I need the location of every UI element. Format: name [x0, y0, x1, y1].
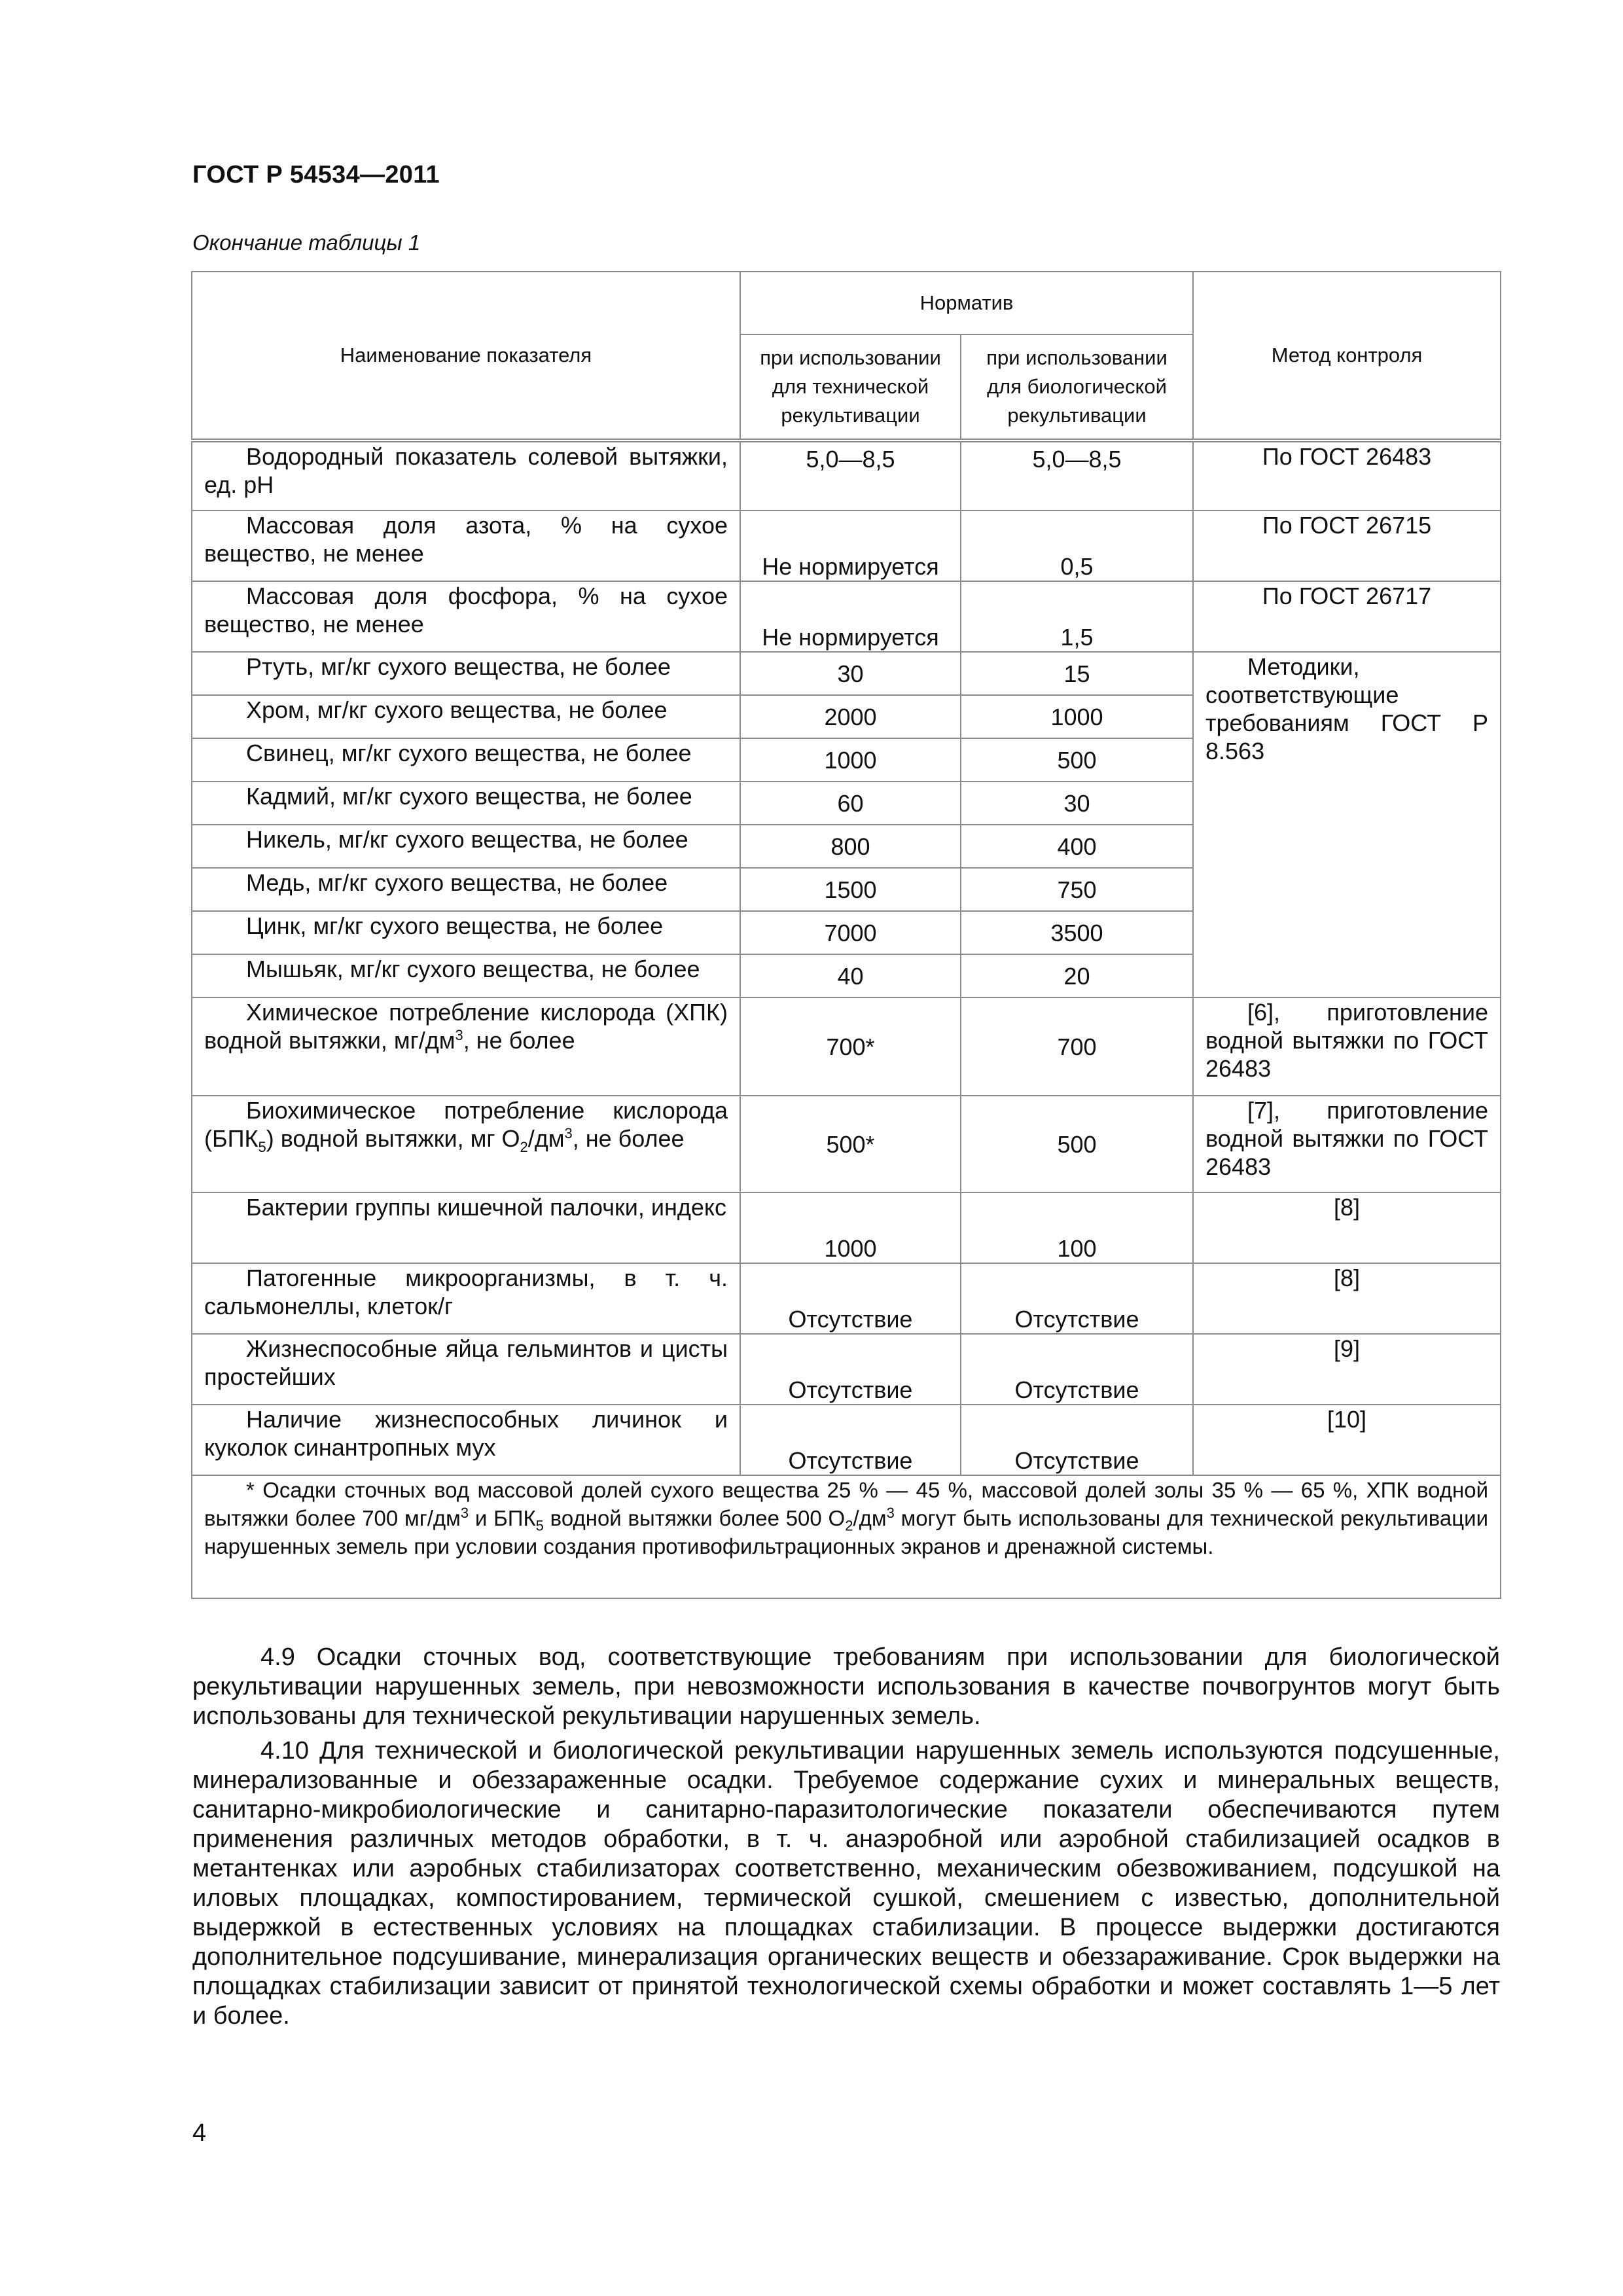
superscript: 3 — [564, 1125, 573, 1141]
table-row — [192, 1334, 1501, 1405]
table-footnote — [192, 1475, 1501, 1598]
row-bio: 500 — [961, 738, 1193, 781]
row-tech: Не нормируется — [740, 581, 961, 652]
row-name-part: Биохимическое потребление кислорода (БПК — [204, 1097, 728, 1152]
row-tech: 60 — [740, 781, 961, 825]
row-name: Массовая доля фосфора, % на сухое вещество, не менее — [192, 581, 740, 652]
row-tech: Не нормируется — [740, 511, 961, 581]
row-bio: 3500 — [961, 911, 1193, 954]
row-tech: Отсутствие — [740, 1405, 961, 1475]
row-method: [10] — [1193, 1405, 1501, 1475]
table-header-row — [192, 272, 1501, 334]
row-tech: 700* — [740, 997, 961, 1096]
table-footnote-row — [192, 1475, 1501, 1598]
page-number: 4 — [192, 2119, 207, 2147]
row-tech: 5,0—8,5 — [740, 440, 961, 511]
table-row — [192, 997, 1501, 1096]
col-header-bio: при использовании для биологической рекультивации — [961, 334, 1193, 440]
row-tech: 40 — [740, 954, 961, 997]
row-tech: Отсутствие — [740, 1263, 961, 1334]
standards-table — [191, 271, 1501, 1599]
row-bio: Отсутствие — [961, 1405, 1193, 1475]
row-name — [192, 1096, 740, 1193]
row-name: Кадмий, мг/кг сухого вещества, не более — [192, 781, 740, 825]
document-header: ГОСТ Р 54534—2011 — [192, 161, 440, 188]
row-method: [8] — [1193, 1193, 1501, 1263]
row-name: Ртуть, мг/кг сухого вещества, не более — [192, 652, 740, 695]
row-name-part: , не более — [463, 1027, 575, 1054]
footnote-part: могут быть использованы для технической рекультивации нарушенных земель при условии создания противофильтрационных экранов и дренажной системы. — [204, 1506, 1489, 1558]
subscript: 5 — [258, 1139, 266, 1156]
table-row — [192, 581, 1501, 652]
col-header-method: Метод контроля — [1193, 272, 1501, 440]
paragraph-4-10: 4.10 Для технической и биологической рекультивации нарушенных земель используются подсушенные, минерализованные и обеззараженные осадки. Требуемое содержание сухих и минеральных веществ, санитарно-микробиологические и санитарно-паразитологические показатели обеспечиваются путем применения различных методов обработки, в т. ч. анаэробной или аэробной стабилизацией осадков в метантенках или аэробных стабилизаторах соответственно, механическим обезвоживанием, подсушкой на иловых площадках, компостированием, термической сушкой, смешением с известью, дополнительной выдержкой в естественных условиях на площадках стабилизации. В процессе выдержки достигаются дополнительное подсушивание, минерализация органических веществ и обеззараживание. Срок выдержки на площадках стабилизации зависит от принятой технологической схемы обработки и может составлять 1—5 лет и более. — [192, 1737, 1500, 2030]
table-row — [192, 440, 1501, 511]
row-method: По ГОСТ 26717 — [1193, 581, 1501, 652]
table-row — [192, 1193, 1501, 1263]
row-tech: 500* — [740, 1096, 961, 1193]
row-bio: 100 — [961, 1193, 1193, 1263]
table-row — [192, 1263, 1501, 1334]
table-row — [192, 1405, 1501, 1475]
row-name: Цинк, мг/кг сухого вещества, не более — [192, 911, 740, 954]
paragraph-4-9: 4.9 Осадки сточных вод, соответствующие требованиям при использовании для биологической рекультивации нарушенных земель, при невозможности использования в качестве почвогрунтов могут быть использованы для технической рекультивации нарушенных земель. — [192, 1643, 1500, 1730]
row-tech: Отсутствие — [740, 1334, 961, 1405]
row-name-part: Химическое потребление кислорода (ХПК) водной вытяжки, мг/дм — [204, 999, 728, 1054]
table-caption: Окончание таблицы 1 — [192, 230, 421, 255]
row-name: Бактерии группы кишечной палочки, индекс — [192, 1193, 740, 1263]
row-method: [7], приготовление водной вытяжки по ГОСТ 26483 — [1193, 1096, 1501, 1193]
row-tech: 7000 — [740, 911, 961, 954]
row-bio: 0,5 — [961, 511, 1193, 581]
row-name: Мышьяк, мг/кг сухого вещества, не более — [192, 954, 740, 997]
row-tech: 1500 — [740, 868, 961, 911]
table-row — [192, 1096, 1501, 1193]
col-header-name: Наименование показателя — [192, 272, 740, 440]
row-name: Никель, мг/кг сухого вещества, не более — [192, 825, 740, 868]
row-method: [6], приготовление водной вытяжки по ГОСТ 26483 — [1193, 997, 1501, 1096]
row-bio: 20 — [961, 954, 1193, 997]
footnote-part: и БПК — [469, 1506, 536, 1530]
row-bio: 500 — [961, 1096, 1193, 1193]
row-tech: 2000 — [740, 695, 961, 738]
row-tech: 800 — [740, 825, 961, 868]
row-bio: 30 — [961, 781, 1193, 825]
col-header-tech: при использовании для технической рекультивации — [740, 334, 961, 440]
row-bio: Отсутствие — [961, 1263, 1193, 1334]
row-name-part: , не более — [572, 1125, 685, 1152]
row-tech: 30 — [740, 652, 961, 695]
col-header-norm: Норматив — [740, 272, 1193, 334]
row-method: По ГОСТ 26715 — [1193, 511, 1501, 581]
row-bio: 5,0—8,5 — [961, 440, 1193, 511]
table-row — [192, 511, 1501, 581]
row-name: Водородный показатель солевой вытяжки, ед. pH — [192, 440, 740, 511]
row-tech: 1000 — [740, 738, 961, 781]
superscript: 3 — [886, 1505, 895, 1521]
row-name: Свинец, мг/кг сухого вещества, не более — [192, 738, 740, 781]
row-name: Наличие жизнеспособных личинок и куколок синантропных мух — [192, 1405, 740, 1475]
row-method-heavy-metals: Методики, соответствующие требованиям ГОСТ Р 8.563 — [1193, 652, 1501, 997]
row-name: Патогенные микроорганизмы, в т. ч. сальмонеллы, клеток/г — [192, 1263, 740, 1334]
row-method: [9] — [1193, 1334, 1501, 1405]
footnote-part: * Осадки сточных вод массовой долей сухого вещества 25 % — 45 %, массовой долей золы 35 % — 65 %, ХПК водной вытяжки более 700 мг/дм — [204, 1478, 1489, 1530]
subscript: 5 — [535, 1517, 544, 1534]
superscript: 3 — [460, 1505, 469, 1521]
row-bio: 15 — [961, 652, 1193, 695]
row-bio: 1,5 — [961, 581, 1193, 652]
row-name: Массовая доля азота, % на сухое вещество, не менее — [192, 511, 740, 581]
subscript: 2 — [845, 1517, 853, 1534]
row-bio: 1000 — [961, 695, 1193, 738]
row-name-part: /дм — [527, 1125, 565, 1152]
row-bio: 400 — [961, 825, 1193, 868]
row-bio: 750 — [961, 868, 1193, 911]
row-method: По ГОСТ 26483 — [1193, 440, 1501, 511]
footnote-part: /дм — [853, 1506, 887, 1530]
row-method: [8] — [1193, 1263, 1501, 1334]
superscript: 3 — [455, 1027, 463, 1043]
row-name: Хром, мг/кг сухого вещества, не более — [192, 695, 740, 738]
row-name: Медь, мг/кг сухого вещества, не более — [192, 868, 740, 911]
row-bio: 700 — [961, 997, 1193, 1096]
row-name-part: ) водной вытяжки, мг O — [266, 1125, 520, 1152]
row-tech: 1000 — [740, 1193, 961, 1263]
footnote-part: водной вытяжки более 500 O — [543, 1506, 846, 1530]
row-bio: Отсутствие — [961, 1334, 1193, 1405]
row-name — [192, 997, 740, 1096]
row-name: Жизнеспособные яйца гельминтов и цисты простейших — [192, 1334, 740, 1405]
table-row — [192, 652, 1501, 695]
subscript: 2 — [520, 1139, 528, 1156]
